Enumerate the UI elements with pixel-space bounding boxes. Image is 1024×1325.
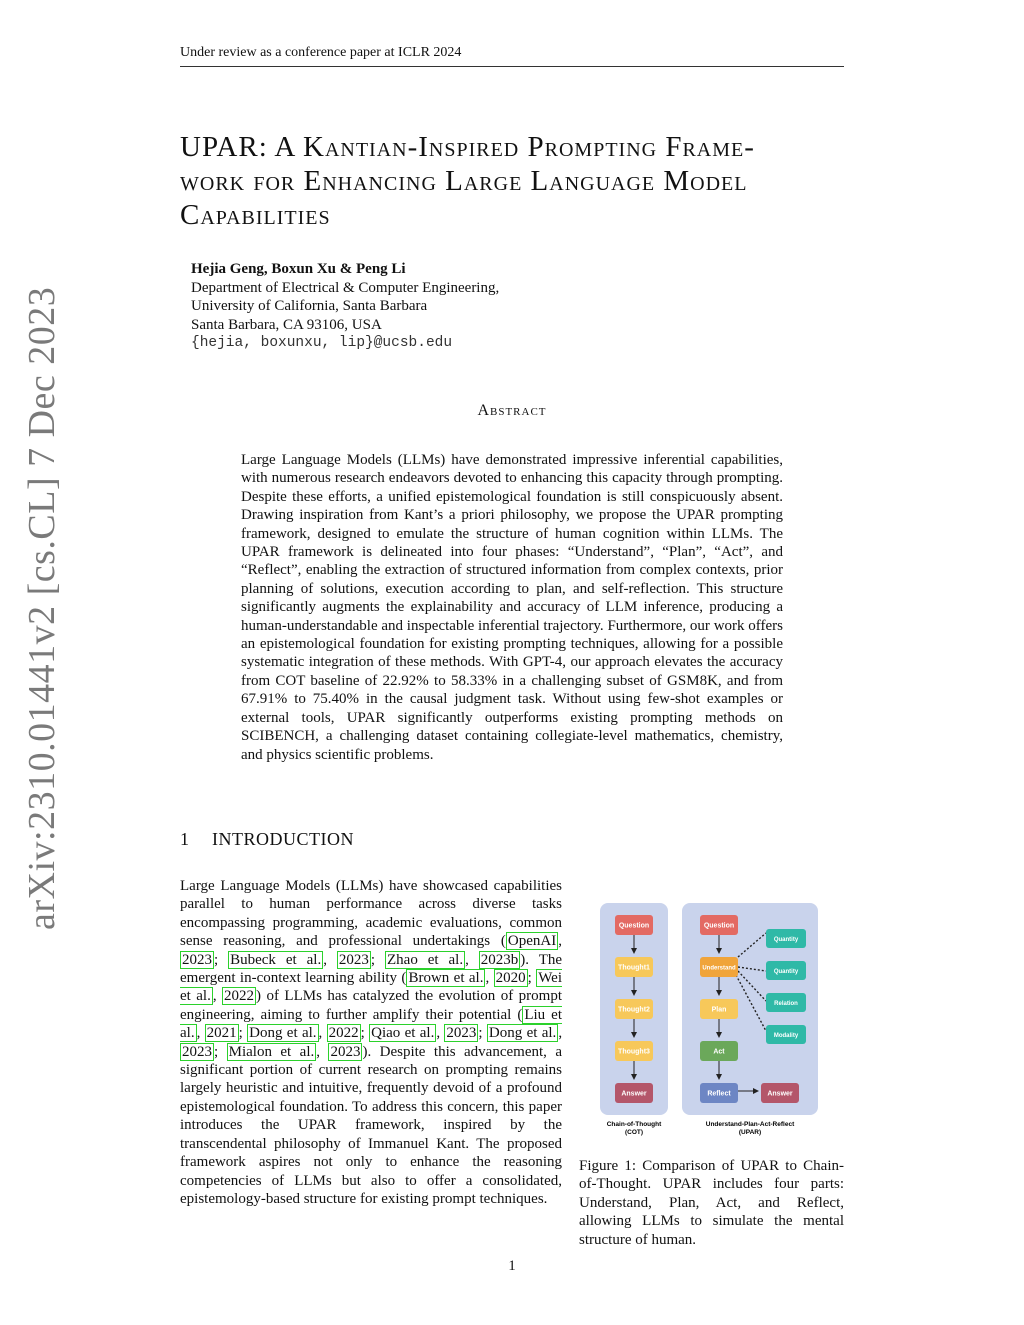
upar-node <box>700 999 738 1019</box>
upar-label: (UPAR) <box>738 1129 762 1136</box>
paper-title <box>180 130 844 232</box>
title-line-2: work for Enhancing Large Language Model <box>180 165 748 197</box>
cot-node <box>615 1041 653 1061</box>
author-block <box>191 260 499 353</box>
cot-node-label: Thought3 <box>618 1048 650 1056</box>
cot-node-label: Thought2 <box>618 1006 650 1014</box>
intro-paragraph: Large Language Models (LLMs) have showcased capabilities parallel to human performance across diverse tasks encompassing programming, academic evaluations, common sense reasoning, and professional undertakings ( OpenAI , 2023 ; Bubeck et al. , 2023 ; Zhao et al. , 2023b ). The emergent in-context learning ability ( Brown et al. , 2020 ; Wei et al. , 2022 ) of LLMs has catalyzed the evolution of prompt engineering, aiming to further amplify their potential ( Liu et al. , 2021 ; Dong et al. , 2022 ; Qiao et al. , 2023 ; Dong et al. , 2023 ; Mialon et al. , 2023 ). Despite this advancement, a significant portion of current research on prompting remains largely heuristic and intuitive, frequently devoid of a profound epistemological foundation. To address this concern, this paper introduces the UPAR framework, inspired by the transcendental philosophy of Immanuel Kant. The proposed framework aspires not only to enhance the reasoning competencies of LLMs but also to offer a consolidated, epistemology-based structure for existing prompt techniques. <box>180 878 563 1207</box>
citation-link[interactable]: Liu et al. <box>180 1006 563 1042</box>
upar-node <box>761 1083 799 1103</box>
upar-category-node-label: Relation <box>774 1001 798 1007</box>
abstract-heading: Abstract <box>477 402 547 419</box>
upar-node-label: Understand <box>702 965 736 972</box>
intro-text-1: Large Language Models (LLMs) have showcased capabilities parallel to human performance across diverse tasks encompassing programming, academic evaluations, common sense reasoning, and professional undertakings ( <box>180 878 562 950</box>
upar-category-node-label: Quantity <box>773 969 799 975</box>
citation-link[interactable]: 2021 <box>206 1025 237 1042</box>
upar-node-label: Plan <box>711 1006 727 1014</box>
upar-category-node <box>766 961 806 980</box>
page-number: 1 <box>508 1258 516 1274</box>
title-line-1: UPAR: A Kantian-Inspired Prompting Frame- <box>180 131 755 163</box>
citation-link[interactable]: Qiao et al. <box>371 1025 435 1042</box>
affiliation-line-1: Department of Electrical & Computer Engineering, <box>191 279 500 296</box>
author-names: Hejia Geng, Boxun Xu & Peng Li <box>191 261 406 277</box>
citation-link[interactable]: 2023 <box>446 1025 477 1042</box>
upar-node-label: Reflect <box>707 1090 731 1098</box>
citation-link[interactable]: Brown et al. <box>408 970 484 987</box>
upar-label: Understand-Plan-Act-Reflect <box>705 1121 795 1128</box>
intro-text-2: ). The emergent in-context learning ability ( <box>180 951 563 987</box>
upar-node-label: Answer <box>767 1090 793 1098</box>
citation-link[interactable]: 2023 <box>182 1043 212 1060</box>
citation-link[interactable]: 2022 <box>224 988 255 1005</box>
citation-link[interactable]: OpenAI <box>507 933 557 950</box>
abstract-text: Large Language Models (LLMs) have demonstrated impressive inferential capabilities, with numerous research endeavors devoted to enhancing this capacity through prompting. Despite these efforts, a unified epistemological foundation is still conspicuously absent. Drawing inspiration from Kant’s a priori philosophy, we propose the UPAR prompting framework, designed to emulate the structure of human cognition within LLMs. The UPAR framework is delineated into four phases: “Understand”, “Plan”, “Act”, and “Reflect”, enabling the extraction of structured information from complex contexts, prior planning of solutions, execution according to plan, and self-reflection. This structure significantly augments the explainability and accuracy of LLM inference, producing a human-understandable and inspectable inferential trajectory. Furthermore, our work offers an epistemological foundation for existing prompting techniques, allowing for a possible systematic integration of these methods. With GPT-4, our approach elevates the accuracy from COT baseline of 22.92% to 58.33% in a challenging subset of GSM8K, and from 67.91% to 75.40% in the causal judgment task. Without using few-shot examples or external tools, UPAR significantly outperforms existing prompting methods on SCIBENCH, a challenging dataset containing collegiate-level mathematics, chemistry, and physics scientific problems. <box>241 452 783 763</box>
cot-node-label: Thought1 <box>618 964 650 972</box>
upar-node-label: Question <box>703 922 735 930</box>
citation-link[interactable]: Wei et al. <box>180 970 563 1005</box>
citation-link[interactable]: Bubeck et al. <box>230 951 322 968</box>
header-rule <box>180 66 844 67</box>
figure-1-diagram <box>590 895 830 1140</box>
citation-link[interactable]: Mialon et al. <box>228 1043 315 1060</box>
cot-node <box>615 957 653 977</box>
section-heading <box>180 829 354 850</box>
intro-text-3: ) of LLMs has catalyzed the evolution of prompt engineering, aiming to further amplify their potential ( <box>180 988 563 1023</box>
cot-node <box>615 999 653 1019</box>
cot-node-label: Question <box>618 922 650 930</box>
affiliation-line-2: University of California, Santa Barbara <box>191 298 428 314</box>
cot-node <box>615 1083 653 1103</box>
cot-node-label: Answer <box>621 1090 647 1098</box>
upar-node <box>700 957 738 977</box>
citation-link[interactable]: Dong et al. <box>249 1025 317 1042</box>
intro-text-4: ). Despite this advancement, a significant portion of current research on prompting remains largely heuristic and intuitive, frequently devoid of a profound epistemological foundation. To address this concern, this paper introduces the UPAR framework, inspired by the transcendental philosophy of Immanuel Kant. The proposed framework aspires not only to enhance the reasoning competencies of LLMs but also to offer a consolidated, epistemology-based structure for existing prompt techniques. <box>180 1043 563 1207</box>
title-line-3: Capabilities <box>180 199 331 231</box>
upar-category-node <box>766 929 806 948</box>
running-head: Under review as a conference paper at ICLR 2024 <box>180 45 462 60</box>
citation-link[interactable]: 2023 <box>182 951 212 968</box>
upar-node-label: Act <box>713 1048 725 1056</box>
upar-node <box>700 915 738 935</box>
citation-link[interactable]: 2020 <box>495 970 526 987</box>
cot-label: Chain-of-Thought <box>606 1121 662 1128</box>
citation-link[interactable]: Zhao et al. <box>387 951 464 968</box>
cot-node <box>615 915 653 935</box>
citation-link[interactable]: 2023b <box>480 951 519 968</box>
section-number: 1 <box>180 829 190 849</box>
upar-category-node <box>766 993 806 1012</box>
arxiv-identifier[interactable]: arXiv:2310.01441v2 [cs.CL] 7 Dec 2023 <box>21 286 63 930</box>
upar-category-node <box>766 1025 806 1044</box>
upar-node <box>700 1041 738 1061</box>
figure-caption: Figure 1: Comparison of UPAR to Chain-of-Thought. UPAR includes four parts: Understand, Plan, Act, and Reflect, allowing LLMs to simulate the mental structure of human. <box>579 1158 844 1248</box>
upar-category-node-label: Quantity <box>773 937 799 943</box>
author-emails[interactable]: {hejia, boxunxu, lip}@ucsb.edu <box>191 335 453 351</box>
upar-category-node-label: Modality <box>773 1033 799 1039</box>
citation-link[interactable]: 2023 <box>330 1043 361 1060</box>
citation-link[interactable]: Dong et al. <box>488 1025 557 1042</box>
section-title: INTRODUCTION <box>212 829 354 849</box>
upar-node <box>700 1083 738 1103</box>
citation-link[interactable]: 2023 <box>338 951 369 968</box>
cot-label: (COT) <box>624 1129 644 1136</box>
affiliation-line-3: Santa Barbara, CA 93106, USA <box>191 316 382 333</box>
citation-link[interactable]: 2022 <box>328 1025 359 1042</box>
